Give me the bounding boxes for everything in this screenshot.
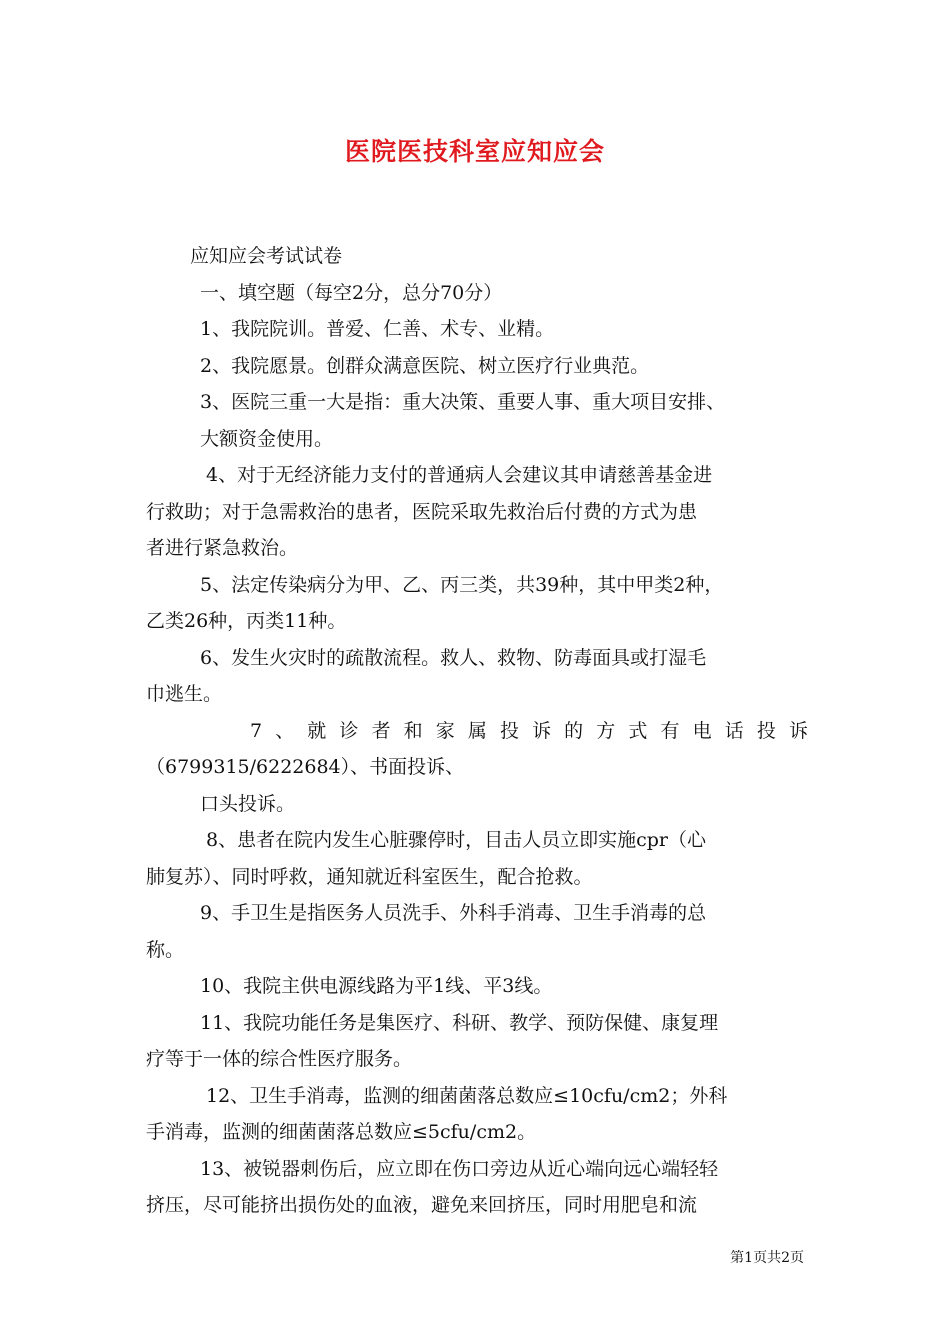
item-4-line-1: 4、对于无经济能力支付的普通病人会建议其申请慈善基金进 (206, 464, 713, 486)
item-1-line-1: 1、我院院训。普爱、仁善、术专、业精。 (200, 318, 555, 340)
item-2-line-1: 2、我院愿景。创群众满意医院、树立医疗行业典范。 (200, 354, 650, 377)
item-7-char: 诊 (339, 719, 359, 742)
item-7-char: 就 (307, 719, 327, 742)
item-3-line-1: 3、医院三重一大是指：重大决策、重要人事、重大项目安排、 (200, 391, 726, 413)
item-5-line-2: 乙类26种，丙类11种。 (146, 610, 347, 632)
item-12-line-1: 12、卫生手消毒，监测的细菌菌落总数应≤10cfu/cm2；外科 (206, 1084, 728, 1107)
item-11-line-2: 疗等于一体的综合性医疗服务。 (146, 1048, 413, 1070)
item-7-char: 电 (692, 719, 712, 742)
item-7-char: 方 (596, 719, 616, 742)
item-7-char: 话 (724, 719, 744, 742)
section-heading: 一、填空题（每空2分，总分70分） (200, 281, 503, 304)
item-7-char: 诉 (532, 719, 552, 742)
page-title: 医院医技科室应知应会 (344, 137, 605, 166)
page-number: 第1页共2页 (730, 1250, 804, 1266)
item-6-line-1: 6、发生火灾时的疏散流程。救人、救物、防毒面具或打湿毛 (200, 646, 707, 669)
item-7-char: 有 (660, 719, 680, 742)
item-7-char: 和 (403, 719, 423, 742)
item-7-char: 属 (467, 719, 487, 742)
item-7-char: 的 (564, 719, 584, 742)
item-13-line-1: 13、被锐器刺伤后，应立即在伤口旁边从近心端向远心端轻轻 (200, 1157, 719, 1180)
item-3-line-2: 大额资金使用。 (200, 427, 334, 450)
item-6-line-2: 巾逃生。 (146, 683, 223, 705)
item-7-char: 诉 (788, 719, 808, 742)
item-4-line-2: 行救助；对于急需救治的患者，医院采取先救治后付费的方式为患 (146, 500, 698, 523)
item-12-line-2: 手消毒，监测的细菌菌落总数应≤5cfu/cm2。 (146, 1121, 537, 1143)
item-7-char: 、 (275, 719, 295, 742)
item-13-line-2: 挤压，尽可能挤出损伤处的血液，避免来回挤压，同时用肥皂和流 (146, 1194, 698, 1216)
item-9-line-1: 9、手卫生是指医务人员洗手、外科手消毒、卫生手消毒的总 (200, 902, 707, 924)
item-8-line-2: 肺复苏）、同时呼救，通知就近科室医生，配合抢救。 (146, 865, 593, 888)
item-9-line-2: 称。 (146, 938, 185, 961)
item-7-char: 投 (499, 719, 519, 742)
item-4-line-3: 者进行紧急救治。 (146, 537, 299, 559)
item-7-line-1 (146, 713, 808, 750)
item-8-line-1: 8、患者在院内发生心脏骤停时，目击人员立即实施cpr（心 (206, 829, 706, 851)
item-7-char: 者 (371, 719, 391, 742)
item-7-line-3: 口头投诉。 (200, 792, 296, 815)
exam-subtitle: 应知应会考试试卷 (190, 245, 343, 267)
item-7-line-2: （6799315/6222684）、书面投诉、 (146, 756, 465, 778)
item-7-char: 7 (250, 719, 263, 742)
item-5-line-1: 5、法定传染病分为甲、乙、丙三类，共39种，其中甲类2种， (200, 573, 724, 596)
item-7-char: 家 (435, 719, 455, 742)
item-10-line-1: 10、我院主供电源线路为平1线、平3线。 (200, 975, 553, 997)
item-11-line-1: 11、我院功能任务是集医疗、科研、教学、预防保健、康复理 (200, 1011, 719, 1034)
item-7-char: 投 (756, 719, 776, 742)
item-7-char: 式 (628, 719, 648, 742)
document-body (146, 238, 808, 1224)
